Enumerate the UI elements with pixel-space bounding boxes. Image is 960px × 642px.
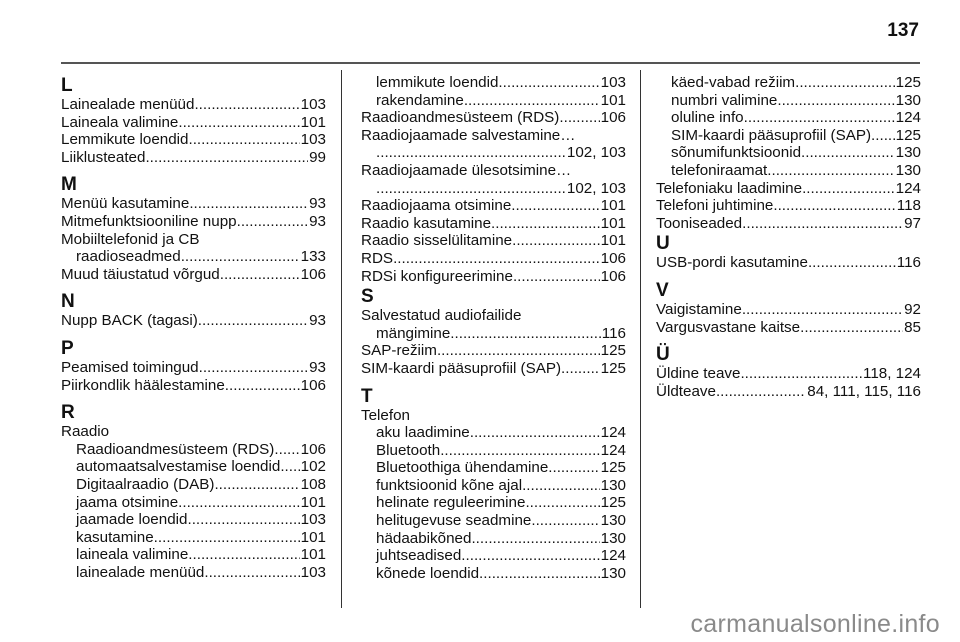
index-entry bbox=[361, 250, 626, 268]
page-reference: 130 bbox=[600, 529, 626, 547]
index-term: Laineala valimine bbox=[61, 113, 179, 131]
dot-leader bbox=[280, 458, 299, 476]
page-reference: 106 bbox=[600, 267, 626, 285]
index-subentry bbox=[361, 325, 626, 343]
index-entry bbox=[61, 213, 326, 231]
header-rule bbox=[61, 62, 920, 64]
page-reference: 130 bbox=[600, 564, 626, 582]
dot-leader bbox=[464, 92, 600, 110]
index-entry bbox=[61, 149, 326, 167]
index-term: Raadio sisselülitamine bbox=[361, 232, 513, 250]
index-term: Vaigistamine bbox=[656, 300, 742, 318]
index-subentry bbox=[656, 127, 921, 145]
dot-leader bbox=[237, 213, 308, 231]
index-term: käed-vabad režiim bbox=[671, 74, 796, 91]
index-letter-heading: N bbox=[61, 291, 75, 313]
page-reference: 106 bbox=[300, 376, 326, 394]
page-reference: 106 bbox=[300, 265, 326, 283]
page-reference: 130 bbox=[895, 161, 921, 179]
index-subentry bbox=[361, 530, 626, 548]
index-letter-heading: T bbox=[361, 385, 373, 407]
page-reference: 85 bbox=[904, 318, 921, 336]
index-entry bbox=[361, 197, 626, 215]
index-term: Raadiojaama otsimine bbox=[361, 197, 512, 215]
dot-leader bbox=[470, 424, 600, 442]
index-term: hädaabikõned bbox=[376, 529, 472, 547]
index-term: Vargusvastane kaitse bbox=[656, 318, 801, 336]
page-reference: 124 bbox=[895, 109, 921, 127]
index-letter-heading: V bbox=[656, 279, 669, 301]
dot-leader bbox=[204, 564, 299, 582]
page-reference: 124 bbox=[600, 547, 626, 565]
index-term: Nupp BACK (tagasi) bbox=[61, 312, 198, 330]
dot-leader bbox=[716, 383, 806, 401]
index-subentry bbox=[361, 74, 626, 92]
dot-leader bbox=[561, 360, 600, 378]
index-letter-heading: L bbox=[61, 75, 73, 96]
index-subentry bbox=[61, 529, 326, 547]
dot-leader bbox=[498, 74, 599, 92]
index-term: kasutamine bbox=[76, 528, 154, 546]
page-reference: 130 bbox=[600, 512, 626, 530]
page-reference: 97 bbox=[904, 214, 921, 232]
index-term: Mobiiltelefonid ja CB bbox=[61, 230, 200, 248]
index-letter-heading: Ü bbox=[656, 344, 670, 366]
dot-leader bbox=[214, 476, 299, 494]
index-term: Lainealade menüüd bbox=[61, 96, 195, 113]
dot-leader bbox=[187, 511, 299, 529]
index-term: RDS bbox=[361, 249, 394, 267]
index-entry bbox=[361, 268, 626, 286]
index-entry bbox=[361, 232, 626, 250]
page-reference: 102 bbox=[300, 458, 326, 476]
index-term: Telefoniaku laadimine bbox=[656, 179, 803, 197]
index-term: Piirkondlik häälestamine bbox=[61, 376, 225, 394]
page-reference: 93 bbox=[309, 195, 326, 213]
page-reference: 133 bbox=[300, 248, 326, 266]
index-subentry bbox=[656, 109, 921, 127]
index-letter-heading: U bbox=[656, 233, 670, 255]
index-term: lemmikute loendid bbox=[376, 74, 499, 91]
dot-leader bbox=[189, 195, 308, 213]
page-reference: 124 bbox=[600, 424, 626, 442]
index-term: jaama otsimine bbox=[76, 493, 179, 511]
index-term: Bluetooth bbox=[376, 441, 441, 459]
index-term: Bluetoothiga ühendamine bbox=[376, 459, 549, 477]
index-entry bbox=[61, 377, 326, 395]
index-term: Salvestatud audiofailide bbox=[361, 307, 522, 325]
index-term: Telefoni juhtimine bbox=[656, 197, 774, 215]
index-term: rakendamine bbox=[376, 91, 464, 109]
column-divider bbox=[341, 70, 342, 608]
index-subentry bbox=[361, 144, 626, 162]
dot-leader bbox=[154, 529, 300, 547]
dot-leader bbox=[808, 254, 896, 272]
dot-leader bbox=[181, 248, 300, 266]
page-reference: 125 bbox=[600, 342, 626, 360]
page-reference: 102, 103 bbox=[566, 179, 626, 197]
index-column-3 bbox=[656, 74, 921, 400]
dot-leader bbox=[491, 215, 600, 233]
index-term: Üldteave bbox=[656, 382, 716, 400]
page-reference: 125 bbox=[895, 74, 921, 91]
dot-leader bbox=[742, 215, 903, 233]
dot-leader bbox=[744, 109, 895, 127]
page-reference: 93 bbox=[309, 212, 326, 230]
dot-leader bbox=[767, 162, 894, 180]
page-number: 137 bbox=[887, 20, 919, 41]
index-subentry bbox=[656, 92, 921, 110]
index-term: funktsioonid kõne ajal bbox=[376, 476, 523, 494]
index-term: Menüü kasutamine bbox=[61, 195, 190, 213]
index-term: SAP-režiim bbox=[361, 342, 437, 360]
page-reference: 103 bbox=[300, 563, 326, 581]
page-reference: 93 bbox=[309, 312, 326, 330]
page-reference: 101 bbox=[600, 197, 626, 215]
dot-leader bbox=[188, 131, 299, 149]
index-term: Telefon bbox=[361, 406, 410, 424]
index-subentry bbox=[361, 459, 626, 477]
index-entry bbox=[656, 301, 921, 319]
index-term: RDSi konfigureerimine bbox=[361, 267, 513, 285]
index-subentry bbox=[361, 494, 626, 512]
dot-leader bbox=[440, 442, 599, 460]
index-term: lainealade menüüd bbox=[76, 563, 205, 581]
page-reference: 106 bbox=[600, 249, 626, 267]
index-term: laineala valimine bbox=[76, 546, 189, 564]
index-term: aku laadimine bbox=[376, 424, 470, 442]
page-reference: 125 bbox=[600, 494, 626, 512]
index-subentry bbox=[361, 512, 626, 530]
dot-leader bbox=[522, 477, 600, 495]
dot-leader bbox=[740, 365, 862, 383]
index-term: kõnede loendid bbox=[376, 564, 480, 582]
index-term: Liiklusteated bbox=[61, 148, 146, 166]
dot-leader bbox=[437, 342, 600, 360]
index-entry bbox=[656, 365, 921, 383]
dot-leader bbox=[376, 144, 566, 162]
index-term: Digitaalraadio (DAB) bbox=[76, 475, 215, 493]
page-reference: 101 bbox=[600, 91, 626, 109]
page-reference: 124 bbox=[895, 179, 921, 197]
dot-leader bbox=[199, 359, 308, 377]
index-subentry bbox=[361, 442, 626, 460]
index-subentry bbox=[361, 424, 626, 442]
index-subentry bbox=[61, 248, 326, 266]
index-term: SIM-kaardi pääsuprofiil (SAP) bbox=[361, 359, 562, 377]
dot-leader bbox=[220, 266, 300, 284]
index-letter-heading: R bbox=[61, 402, 75, 424]
index-term: oluline info bbox=[671, 109, 744, 127]
index-subentry bbox=[61, 546, 326, 564]
dot-leader bbox=[393, 250, 600, 268]
index-entry bbox=[656, 383, 921, 401]
index-column-2 bbox=[361, 74, 626, 582]
index-entry bbox=[361, 215, 626, 233]
index-term: helinate reguleerimine bbox=[376, 494, 526, 512]
column-divider bbox=[640, 70, 641, 608]
index-term: telefoniraamat bbox=[671, 161, 768, 179]
page-reference: 101 bbox=[300, 528, 326, 546]
index-term: Tooniseaded bbox=[656, 214, 743, 232]
index-term: SIM-kaardi pääsuprofiil (SAP) bbox=[671, 126, 872, 144]
index-term: raadioseadmed bbox=[76, 248, 181, 266]
dot-leader bbox=[801, 144, 895, 162]
index-term: Raadiojaamade salvestamine… bbox=[361, 126, 576, 144]
dot-leader bbox=[376, 180, 566, 198]
index-subentry bbox=[361, 92, 626, 110]
index-entry bbox=[361, 360, 626, 378]
dot-leader bbox=[795, 74, 895, 92]
index-entry bbox=[61, 96, 326, 114]
index-column-1 bbox=[61, 74, 326, 581]
dot-leader bbox=[742, 301, 903, 319]
index-subentry bbox=[656, 162, 921, 180]
index-subentry bbox=[656, 144, 921, 162]
index-term: Raadio kasutamine bbox=[361, 214, 492, 232]
dot-leader bbox=[511, 197, 599, 215]
dot-leader bbox=[461, 547, 599, 565]
dot-leader bbox=[777, 92, 894, 110]
page-reference: 125 bbox=[895, 126, 921, 144]
dot-leader bbox=[548, 459, 599, 477]
index-term: jaamade loendid bbox=[76, 511, 188, 529]
index-subentry bbox=[361, 477, 626, 495]
index-term: Raadiojaamade ülesotsimine… bbox=[361, 161, 572, 179]
index-entry bbox=[61, 195, 326, 213]
dot-leader bbox=[479, 565, 600, 583]
page-reference: 118 bbox=[896, 197, 921, 215]
dot-leader bbox=[178, 494, 300, 512]
page-reference: 103 bbox=[300, 131, 326, 149]
page-reference: 125 bbox=[600, 359, 626, 377]
dot-leader bbox=[773, 197, 895, 215]
dot-leader bbox=[471, 530, 599, 548]
index-term: automaatsalvestamise loendid bbox=[76, 458, 281, 476]
page-reference: 101 bbox=[300, 113, 326, 131]
dot-leader bbox=[512, 232, 600, 250]
index-subentry bbox=[61, 458, 326, 476]
index-subentry bbox=[361, 565, 626, 583]
index-entry bbox=[61, 359, 326, 377]
page-reference: 106 bbox=[600, 109, 626, 127]
page-reference: 99 bbox=[309, 148, 326, 166]
index-entry bbox=[656, 215, 921, 233]
index-term: Raadio bbox=[61, 423, 110, 441]
dot-leader bbox=[198, 312, 308, 330]
page-reference: 124 bbox=[600, 441, 626, 459]
index-subentry bbox=[361, 547, 626, 565]
index-term: Üldine teave bbox=[656, 365, 741, 383]
page-reference: 130 bbox=[895, 91, 921, 109]
dot-leader bbox=[513, 268, 600, 286]
dot-leader bbox=[145, 149, 308, 167]
index-subentry bbox=[61, 511, 326, 529]
dot-leader bbox=[274, 441, 299, 459]
dot-leader bbox=[225, 377, 300, 395]
page-reference: 108 bbox=[300, 475, 326, 493]
page-reference: 103 bbox=[300, 96, 326, 113]
index-letter-heading: S bbox=[361, 286, 374, 308]
page-reference: 101 bbox=[300, 546, 326, 564]
page-reference: 116 bbox=[896, 254, 921, 272]
index-term: mängimine bbox=[376, 324, 451, 342]
index-entry bbox=[656, 180, 921, 198]
dot-leader bbox=[802, 180, 895, 198]
page-reference: 116 bbox=[601, 324, 626, 342]
index-entry bbox=[61, 312, 326, 330]
page-reference: 130 bbox=[895, 144, 921, 162]
index-entry bbox=[656, 197, 921, 215]
index-term: Muud täiustatud võrgud bbox=[61, 265, 220, 283]
index-entry bbox=[61, 114, 326, 132]
page-reference: 102, 103 bbox=[566, 144, 626, 162]
index-term: numbri valimine bbox=[671, 91, 778, 109]
watermark: carmanualsonline.info bbox=[690, 610, 940, 638]
page-reference: 130 bbox=[600, 476, 626, 494]
index-subentry bbox=[61, 494, 326, 512]
dot-leader bbox=[525, 494, 599, 512]
index-term: Raadioandmesüsteem (RDS) bbox=[361, 109, 560, 127]
index-entry bbox=[61, 131, 326, 149]
index-subentry bbox=[61, 564, 326, 582]
page-reference: 93 bbox=[309, 358, 326, 376]
index-letter-heading: P bbox=[61, 337, 74, 359]
index-entry bbox=[361, 109, 626, 127]
index-entry bbox=[361, 342, 626, 360]
index-term: helitugevuse seadmine bbox=[376, 512, 532, 530]
index-subentry bbox=[361, 180, 626, 198]
index-letter-heading: M bbox=[61, 174, 77, 196]
index-entry bbox=[656, 319, 921, 337]
dot-leader bbox=[531, 512, 599, 530]
page-reference: 106 bbox=[300, 440, 326, 458]
index-entry bbox=[61, 266, 326, 284]
index-term: sõnumifunktsioonid bbox=[671, 144, 802, 162]
page-reference: 118, 124 bbox=[863, 365, 921, 383]
dot-leader bbox=[194, 96, 299, 114]
index-term: USB-pordi kasutamine bbox=[656, 254, 808, 272]
index-term: Peamised toimingud bbox=[61, 358, 199, 376]
dot-leader bbox=[450, 325, 600, 343]
page-reference: 101 bbox=[600, 214, 626, 232]
index-subentry bbox=[61, 441, 326, 459]
index-term: Mitmefunktsiooniline nupp bbox=[61, 212, 237, 230]
page-reference: 103 bbox=[300, 511, 326, 529]
dot-leader bbox=[559, 109, 599, 127]
index-term: Lemmikute loendid bbox=[61, 131, 189, 149]
page-reference: 125 bbox=[600, 459, 626, 477]
index-subentry bbox=[61, 476, 326, 494]
index-term: Raadioandmesüsteem (RDS) bbox=[76, 440, 275, 458]
dot-leader bbox=[800, 319, 903, 337]
dot-leader bbox=[188, 546, 299, 564]
page-reference: 92 bbox=[904, 300, 921, 318]
page-reference: 103 bbox=[600, 74, 626, 91]
index-entry bbox=[656, 254, 921, 272]
dot-leader bbox=[871, 127, 895, 145]
dot-leader bbox=[178, 114, 299, 132]
page-reference: 101 bbox=[600, 232, 626, 250]
index-term: juhtseadised bbox=[376, 547, 462, 565]
page-reference: 101 bbox=[300, 493, 326, 511]
page-reference: 84, 111, 115, 116 bbox=[807, 382, 921, 400]
index-subentry bbox=[656, 74, 921, 92]
